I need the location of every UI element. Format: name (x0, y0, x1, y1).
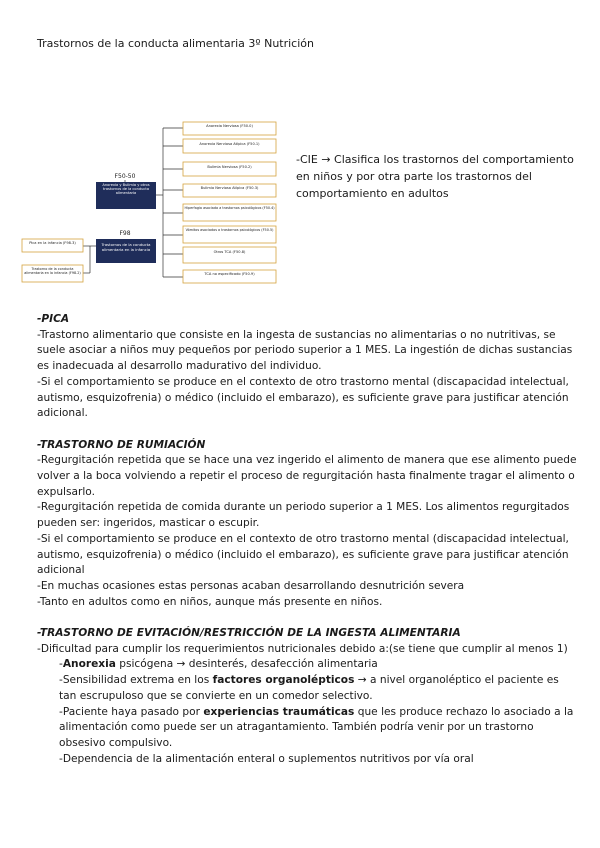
root1-text: Anorexia y Bulimia y otros trastornos de la conducta alimentaria (102, 183, 150, 196)
right-item: Bulimia Nerviosa Atípica (F50.3) (200, 186, 259, 190)
right-item: Anorexia Nerviosa Atípica (F50.1) (199, 142, 260, 146)
list-item: -Sensibilidad extrema en los factores organolépticos → a nivel organoléptico el paciente es tan escrupuloso que se convierte en un comedor selectivo. (59, 674, 559, 702)
tca-classification-diagram (0, 110, 300, 300)
paragraph: -Regurgitación repetida de comida durante un periodo superior a 1 MES. Los alimentos regurgitados pueden ser: ingeridos, masticar o escupir. (37, 501, 570, 530)
paragraph: -Dificultad para cumplir los requerimientos nutricionales debido a:(se tiene que cumplir al menos 1) (37, 642, 568, 655)
right-items (183, 122, 276, 283)
root2-text: Trastornos de la conducta alimentaria en la infancia (101, 243, 151, 252)
section-heading-evitacion: -TRASTORNO DE EVITACIÓN/RESTRICCIÓN DE LA INGESTA ALIMENTARIA (37, 627, 461, 640)
list-item: -Dependencia de la alimentación enteral o suplementos nutritivos por vía oral (59, 752, 474, 765)
cie-note: -CIE → Clasifica los trastornos del comportamiento en niños y por otra parte los trastornos del comportamiento en adultos (296, 153, 574, 200)
right-item: Bulimia Nerviosa (F50.2) (207, 165, 252, 169)
paragraph: -En muchas ocasiones estas personas acaban desarrollando desnutrición severa (37, 579, 465, 592)
section-heading-rumiacion: -TRASTORNO DE RUMIACIÓN (37, 438, 206, 451)
paragraph: -Trastorno alimentario que consiste en la ingesta de sustancias no alimentarias o no nutritivas, se suele asociar a niños muy pequeños por periodo superior a 1 MES. La ingestión de dichas sustancias es inadecuada al desarrollo madurativo del individuo. (37, 328, 573, 373)
page-title: Trastornos de la conducta alimentaria 3º Nutrición (37, 37, 314, 50)
paragraph: -Tanto en adultos como en niños, aunque más presente en niños. (37, 595, 383, 608)
right-item: Anorexia Nerviosa (F50.0) (206, 124, 253, 128)
right-item: Hiperfagia asociada a trastornos psicológicos (F50.4) (184, 206, 275, 210)
list-item: -Anorexia psicógena → desinterés, desafección alimentaria (59, 658, 378, 671)
list-item: -Paciente haya pasado por experiencias traumáticas que les produce rechazo lo asociado a la alimentación como puede ser un atragantamiento. También podría venir por un trastorno obsesivo compulsivo. (59, 705, 574, 749)
right-item: Vómitos asociados a trastornos psicológicos (F50.5) (185, 228, 274, 232)
root1-code: F50-50 (114, 173, 136, 180)
paragraph: -Si el comportamiento se produce en el contexto de otro trastorno mental (discapacidad intelectual, autismo, esquizofrenia) o médico (incluido el embarazo), es suficiente grave para justificar atención adicional (37, 532, 569, 577)
left-item: Trastorno de la conducta alimentaria en la infancia (F98.2) (24, 267, 81, 275)
root2-code: F98 (119, 230, 131, 237)
body-text (37, 312, 577, 767)
paragraph: -Regurgitación repetida que se hace una vez ingerido el alimento de manera que ese alimento puede volver a la boca volviendo a repetir el proceso de regurgitación hasta finalmente tragar el alimento o expulsarlo. (37, 454, 577, 498)
paragraph: -Si el comportamiento se produce en el contexto de otro trastorno mental (discapacidad intelectual, autismo, esquizofrenia) o médico (incluido el embarazo), es suficiente grave para justificar atención adicional. (37, 375, 569, 420)
section-heading-pica: -PICA (37, 313, 70, 325)
right-item: TCA no especificado (F50.9) (204, 272, 255, 276)
right-item: Otros TCA (F50.8) (213, 250, 246, 254)
left-item: Pica en la infancia (F98.3) (29, 241, 76, 245)
